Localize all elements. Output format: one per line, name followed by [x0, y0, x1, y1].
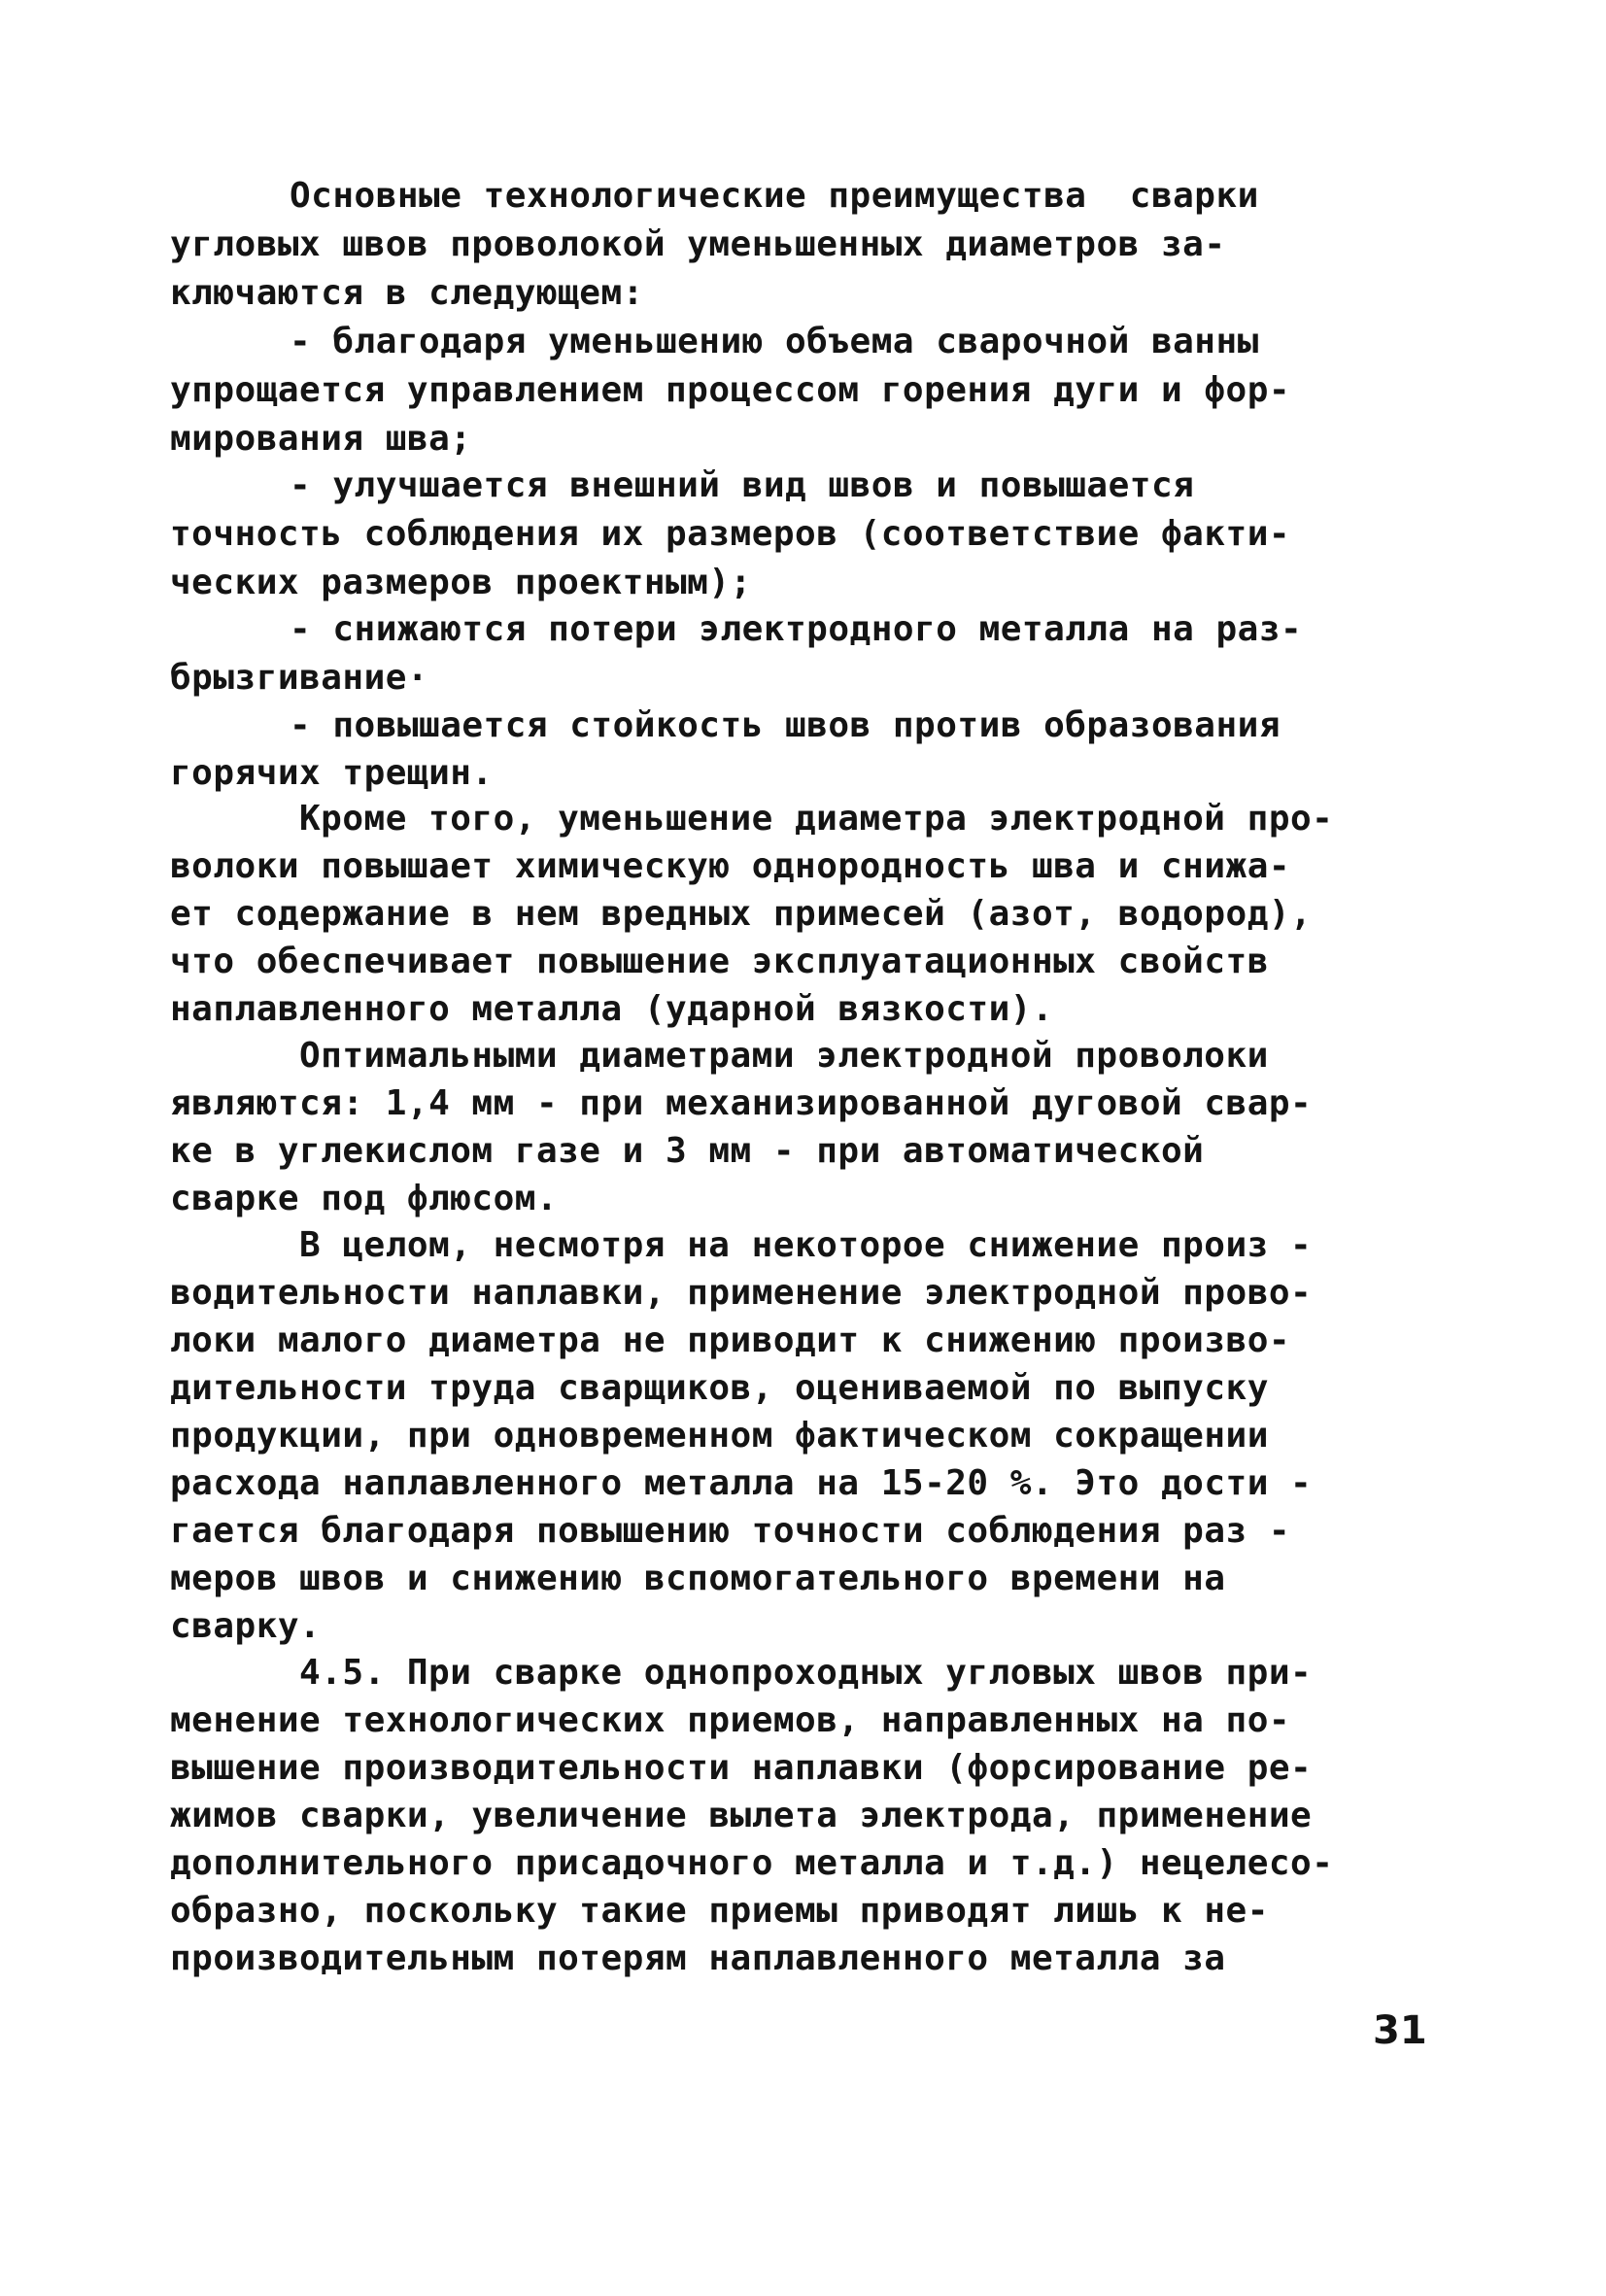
text-line: - снижаются потери электродного металла на раз-: [290, 609, 1303, 649]
text-line: дительности труда сварщиков, оцениваемой по выпуску: [170, 1368, 1269, 1408]
text-line: - улучшается внешний вид швов и повышается: [290, 465, 1195, 505]
text-line: продукции, при одновременном фактическом сокращении: [170, 1416, 1269, 1456]
text-line: ке в углекислом газе и 3 мм - при автоматической: [170, 1131, 1205, 1171]
text-line: ет содержание в нем вредных примесей (азот, водород),: [170, 894, 1313, 934]
text-line: брызгивание·: [170, 658, 429, 698]
text-line: вышение производительности наплавки (форсирование ре-: [170, 1748, 1313, 1788]
text-line: угловых швов проволокой уменьшенных диаметров за-: [170, 224, 1226, 264]
text-line: Основные технологические преимущества сварки: [290, 176, 1259, 216]
text-line: Оптимальными диаметрами электродной проволоки: [299, 1036, 1269, 1076]
text-line: горячих трещин.: [170, 753, 494, 793]
text-line: являются: 1,4 мм - при механизированной дуговой свар-: [170, 1083, 1313, 1123]
text-line: - благодаря уменьшению объема сварочной ванны: [290, 322, 1259, 361]
text-line: жимов сварки, увеличение вылета электрода, применение: [170, 1796, 1313, 1835]
text-line: Кроме того, уменьшение диаметра электродной про-: [299, 799, 1334, 839]
text-line: меров швов и снижению вспомогательного времени на: [170, 1559, 1226, 1598]
text-line: ческих размеров проектным);: [170, 563, 752, 602]
page-number: 31: [1373, 2008, 1427, 2053]
text-line: наплавленного металла (ударной вязкости).: [170, 989, 1054, 1029]
text-line: ключаются в следующем:: [170, 273, 644, 313]
text-line: сварке под флюсом.: [170, 1179, 559, 1218]
text-line: расхода наплавленного металла на 15-20 %. Это дости -: [170, 1463, 1313, 1503]
text-line: волоки повышает химическую однородность шва и снижа-: [170, 846, 1291, 886]
text-line: локи малого диаметра не приводит к снижению произво-: [170, 1320, 1291, 1360]
text-line: В целом, несмотря на некоторое снижение произ -: [299, 1225, 1313, 1265]
text-line: упрощается управлением процессом горения дуги и фор-: [170, 370, 1291, 410]
text-line: мирования шва;: [170, 419, 472, 459]
text-line: точность соблюдения их размеров (соответствие факти-: [170, 514, 1291, 554]
text-line: водительности наплавки, применение электродной прово-: [170, 1273, 1313, 1313]
text-line: - повышается стойкость швов против образования: [290, 705, 1281, 745]
text-line: гается благодаря повышению точности соблюдения раз -: [170, 1511, 1291, 1551]
text-line: 4.5. При сварке однопроходных угловых швов при-: [299, 1653, 1313, 1693]
text-line: дополнительного присадочного металла и т.д.) нецелесо-: [170, 1843, 1334, 1883]
text-line: что обеспечивает повышение эксплуатационных свойств: [170, 942, 1269, 981]
text-line: образно, поскольку такие приемы приводят лишь к не-: [170, 1891, 1269, 1931]
text-line: производительным потерям наплавленного металла за: [170, 1938, 1226, 1978]
text-line: сварку.: [170, 1606, 322, 1646]
text-line: менение технологических приемов, направленных на по-: [170, 1700, 1291, 1740]
